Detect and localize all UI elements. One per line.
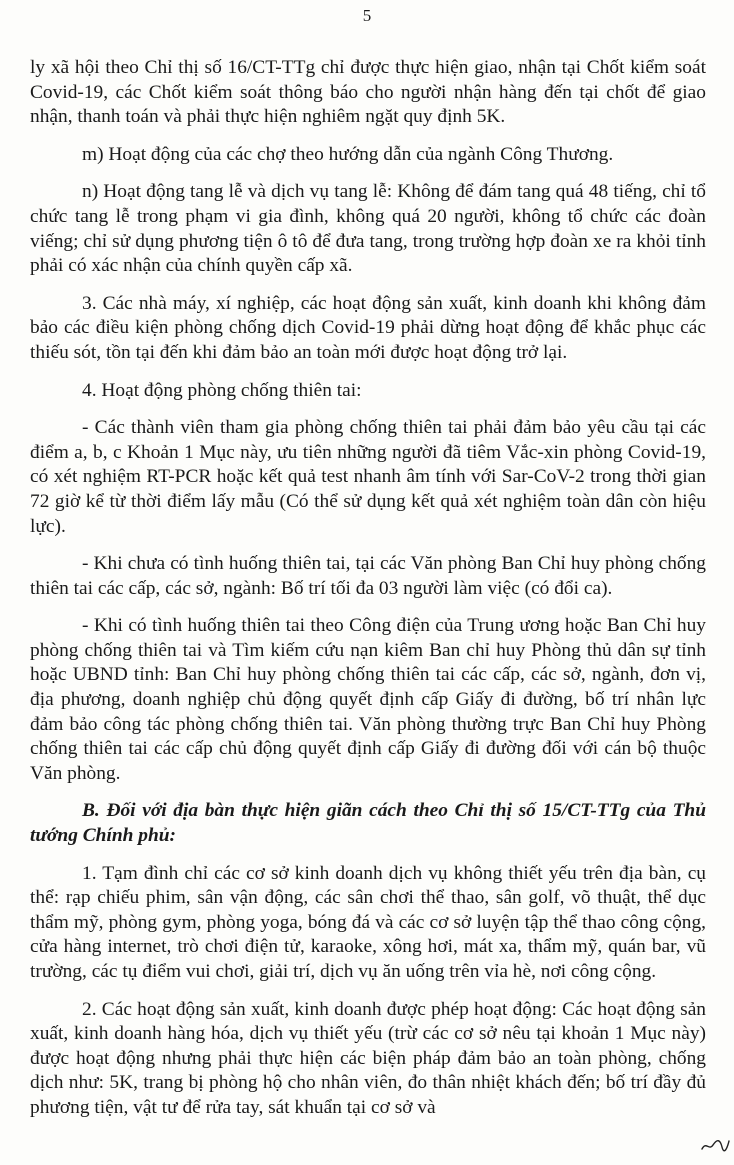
initial-mark-icon bbox=[700, 1137, 730, 1153]
paragraph-bullet-disaster: - Khi có tình huống thiên tai theo Công điện của Trung ương hoặc Ban Chỉ huy phòng chống thiên tai và Tìm kiếm cứu nạn kiêm Ban chỉ huy Phòng thủ dân sự tỉnh hoặc UBND tỉnh: Ban Chỉ huy phòng chống thiên tai các cấp, các sở, ngành, đơn vị, địa phương, doanh nghiệp chủ động quyết định cấp Giấy đi đường, bố trí nhân lực đảm bảo công tác phòng chống thiên tai. Văn phòng thường trực Ban Chỉ huy Phòng chống thiên tai các cấp chủ động quyết định cấp Giấy đi đường đối với cán bộ thuộc Văn phòng. bbox=[30, 615, 706, 784]
paragraph-item-b2: 2. Các hoạt động sản xuất, kinh doanh được phép hoạt động: Các hoạt động sản xuất, kinh doanh hàng hóa, dịch vụ thiết yếu (trừ các cơ sở nêu tại khoản 1 Mục này) được hoạt động nhưng phải thực hiện các biện pháp đảm bảo an toàn phòng, chống dịch như: 5K, trang bị phòng hộ cho nhân viên, đo thân nhiệt khách đến; bố trí đầy đủ phương tiện, vật tư để rửa tay, sát khuẩn tại cơ sở và bbox=[30, 998, 706, 1118]
paragraph-bullet-no-disaster: - Khi chưa có tình huống thiên tai, tại các Văn phòng Ban Chỉ huy phòng chống thiên tai các cấp, các sở, ngành: Bố trí tối đa 03 người làm việc (có đổi ca). bbox=[30, 553, 706, 599]
paragraph-item-n: n) Hoạt động tang lễ và dịch vụ tang lễ: Không để đám tang quá 48 tiếng, chỉ tổ chức tang lễ trong phạm vi gia đình, không quá 20 người, không tổ chức các đoàn viếng; chỉ sử dụng phương tiện ô tô để đưa tang, trong trường hợp đoàn xe ra khỏi tỉnh phải có xác nhận của chính quyền cấp xã. bbox=[30, 181, 706, 277]
paragraph-bullet-members: - Các thành viên tham gia phòng chống thiên tai phải đảm bảo yêu cầu tại các điểm a, b, c Khoản 1 Mục này, ưu tiên những người đã tiêm Vắc-xin phòng Covid-19, có xét nghiệm RT-PCR hoặc kết quả test nhanh âm tính với Sar-CoV-2 trong thời gian 72 giờ kể từ thời điểm lấy mẫu (Có thể sử dụng kết quả xét nghiệm toàn dân còn hiệu lực). bbox=[30, 417, 706, 537]
paragraph-item-m: m) Hoạt động của các chợ theo hướng dẫn của ngành Công Thương. bbox=[82, 143, 614, 165]
document-body bbox=[30, 56, 706, 1134]
page-number: 5 bbox=[362, 6, 372, 25]
paragraph-item-4: 4. Hoạt động phòng chống thiên tai: bbox=[82, 379, 362, 401]
section-heading-b: B. Đối với địa bàn thực hiện giãn cách theo Chỉ thị số 15/CT-TTg của Thủ tướng Chính phủ: bbox=[30, 800, 706, 847]
paragraph-continuation: ly xã hội theo Chỉ thị số 16/CT-TTg chỉ được thực hiện giao, nhận tại Chốt kiểm soát Covid-19, các Chốt kiểm soát thông báo cho người nhận hàng đến tại chốt để giao nhận, thanh toán và phải thực hiện nghiêm ngặt quy định 5K. bbox=[30, 57, 706, 128]
paragraph-item-b1: 1. Tạm đình chỉ các cơ sở kinh doanh dịch vụ không thiết yếu trên địa bàn, cụ thể: rạp chiếu phim, sân vận động, các sân chơi thể thao, sân golf, võ thuật, thể dục thẩm mỹ, phòng gym, phòng yoga, bóng đá và các cơ sở luyện tập thể thao công cộng, cửa hàng internet, trò chơi điện tử, karaoke, xông hơi, mát xa, thẩm mỹ, quán bar, vũ trường, các tụ điểm vui chơi, giải trí, dịch vụ ăn uống trên vỉa hè, nơi công cộng. bbox=[30, 862, 706, 982]
paragraph-item-3: 3. Các nhà máy, xí nghiệp, các hoạt động sản xuất, kinh doanh khi không đảm bảo các điều kiện phòng chống dịch Covid-19 phải dừng hoạt động để khắc phục các thiếu sót, tồn tại đến khi đảm bảo an toàn mới được hoạt động trở lại. bbox=[30, 292, 706, 363]
